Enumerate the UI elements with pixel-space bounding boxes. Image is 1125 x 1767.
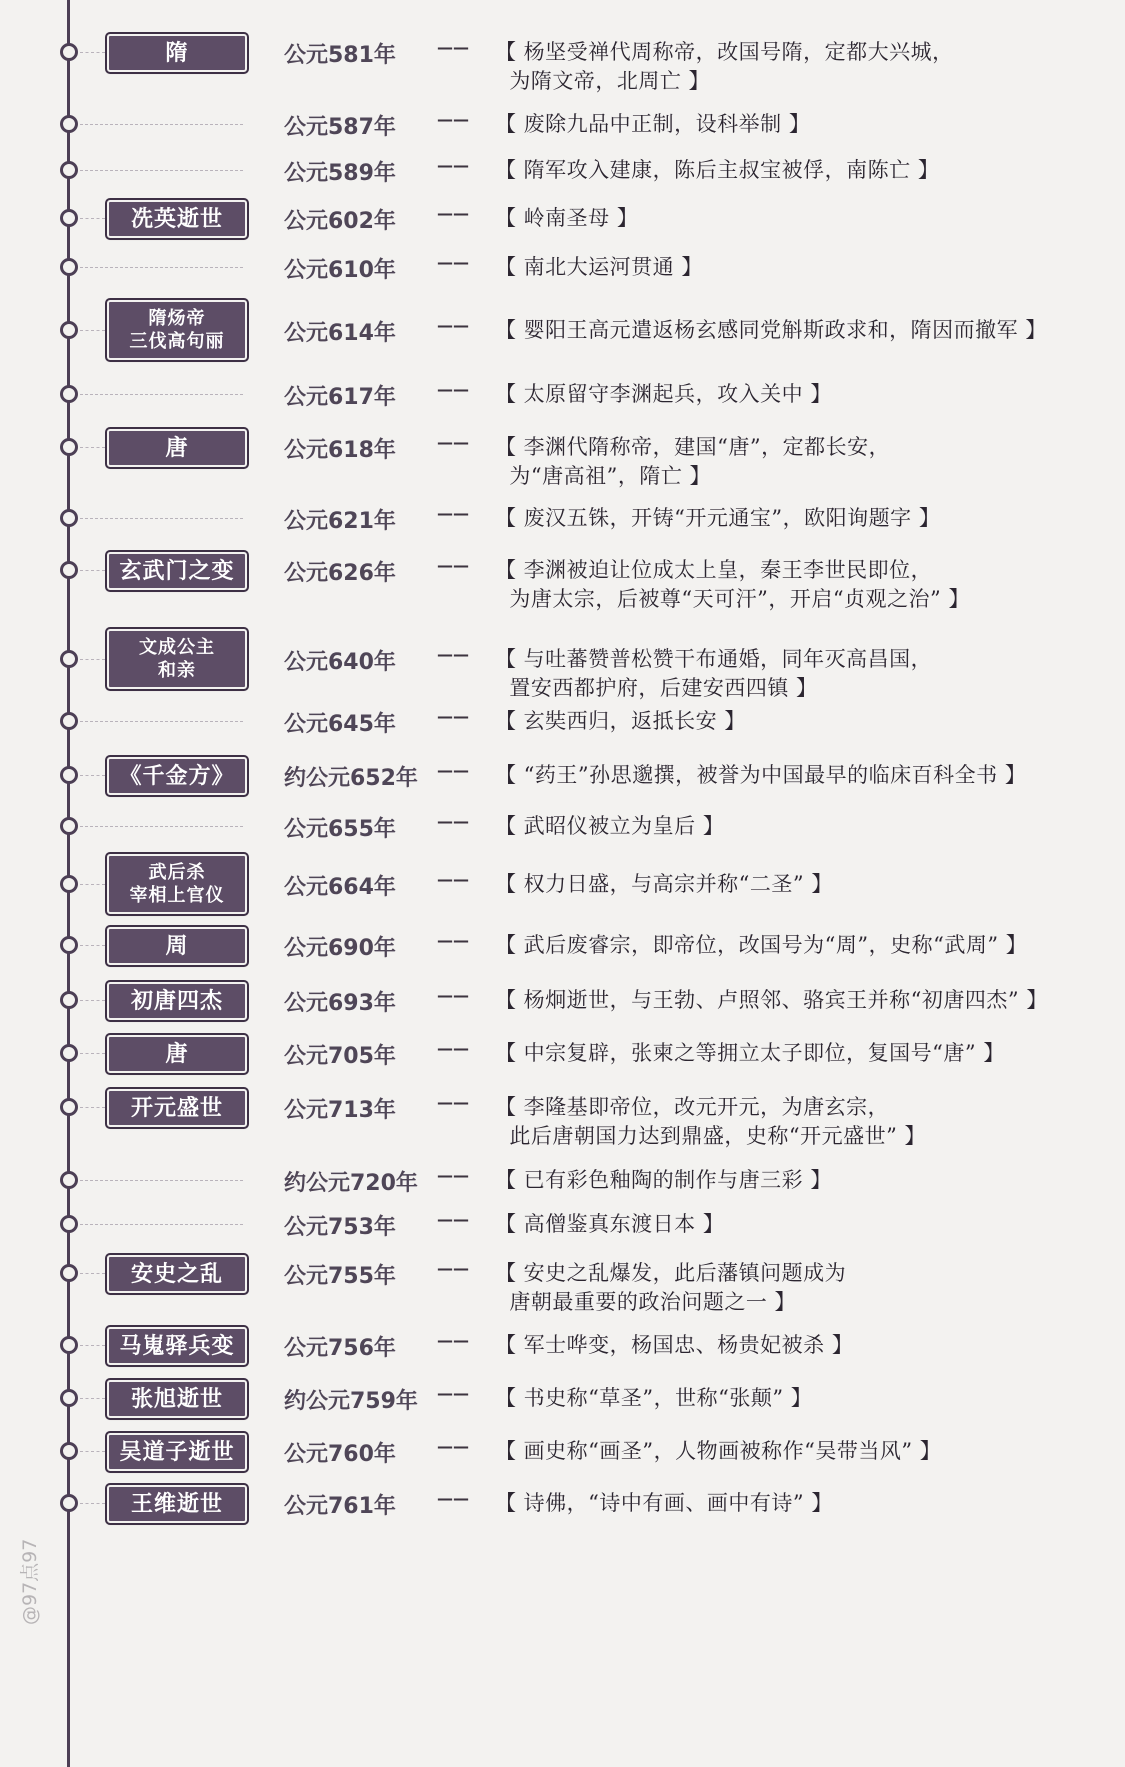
event-description: 【 杨坚受禅代周称帝，改国号隋，定都大兴城， 为隋文帝，北周亡 】	[495, 40, 954, 93]
event-label-text: 武后杀 宰相上官仪	[129, 861, 225, 906]
timeline-node-icon	[60, 1098, 78, 1116]
dashed-connector	[80, 1180, 243, 1181]
timeline-node-icon	[60, 321, 78, 339]
timeline-node-icon	[60, 1389, 78, 1407]
event-year: 约公元720年	[284, 1171, 418, 1196]
event-year: 公元618年	[284, 438, 396, 463]
timeline-node-icon	[60, 161, 78, 179]
event-year: 约公元759年	[284, 1389, 418, 1414]
event-label-text: 周	[165, 932, 189, 959]
event-label-text: 安史之乱	[130, 1260, 223, 1287]
event-year: 公元664年	[284, 875, 396, 900]
dashed-connector	[80, 826, 243, 827]
separator-dash: ——	[437, 1166, 469, 1185]
event-description: 【 “药王”孙思邈撰，被誉为中国最早的临床百科全书 】	[495, 763, 1027, 787]
event-description: 【 权力日盛，与高宗并称“二圣” 】	[495, 872, 833, 896]
event-description: 【 李渊代隋称帝，建国“唐”，定都长安， 为“唐高祖”，隋亡 】	[495, 435, 891, 488]
event-label-badge	[107, 1380, 247, 1418]
timeline-node-icon	[60, 1264, 78, 1282]
event-description: 【 高僧鉴真东渡日本 】	[495, 1212, 725, 1236]
timeline-node-icon	[60, 1442, 78, 1460]
separator-dash: ——	[437, 204, 469, 223]
event-label-badge	[107, 629, 247, 689]
event-label-text: 玄武门之变	[119, 557, 235, 584]
event-year: 公元693年	[284, 991, 396, 1016]
event-description: 【 杨炯逝世，与王勃、卢照邻、骆宾王并称“初唐四杰” 】	[495, 988, 1048, 1012]
dashed-connector	[80, 1000, 105, 1001]
event-description: 【 婴阳王高元遣返杨玄感同党斛斯政求和，隋因而撤军 】	[495, 318, 1047, 342]
event-label-text: 隋炀帝 三伐高句丽	[129, 307, 225, 352]
timeline-node-icon	[60, 1215, 78, 1233]
event-year: 公元581年	[284, 43, 396, 68]
separator-dash: ——	[437, 380, 469, 399]
dashed-connector	[80, 52, 105, 53]
dashed-connector	[80, 267, 243, 268]
timeline-node-icon	[60, 438, 78, 456]
timeline-node-icon	[60, 258, 78, 276]
event-description: 【 诗佛，“诗中有画、画中有诗” 】	[495, 1491, 833, 1515]
event-label-text: 隋	[165, 39, 189, 66]
event-label-badge	[107, 927, 247, 965]
event-description: 【 安史之乱爆发，此后藩镇问题成为 唐朝最重要的政治问题之一 】	[495, 1261, 847, 1314]
separator-dash: ——	[437, 1331, 469, 1350]
event-label-badge	[107, 552, 247, 590]
event-year: 公元761年	[284, 1494, 396, 1519]
event-label-badge	[107, 300, 247, 360]
dashed-connector	[80, 1503, 105, 1504]
event-year: 公元626年	[284, 561, 396, 586]
event-description: 【 太原留守李渊起兵，攻入关中 】	[495, 382, 832, 406]
event-year: 公元617年	[284, 385, 396, 410]
event-label-text: 唐	[165, 434, 189, 461]
event-label-badge	[107, 1255, 247, 1293]
event-description: 【 南北大运河贯通 】	[495, 255, 703, 279]
separator-dash: ——	[437, 812, 469, 831]
timeline-node-icon	[60, 650, 78, 668]
dashed-connector	[80, 218, 105, 219]
dashed-connector	[80, 124, 243, 125]
separator-dash: ——	[437, 556, 469, 575]
event-label-badge	[107, 34, 247, 72]
separator-dash: ——	[437, 986, 469, 1005]
event-year: 公元705年	[284, 1044, 396, 1069]
event-label-text: 开元盛世	[130, 1094, 223, 1121]
dashed-connector	[80, 1053, 105, 1054]
separator-dash: ——	[437, 707, 469, 726]
timeline-node-icon	[60, 875, 78, 893]
timeline-node-icon	[60, 385, 78, 403]
separator-dash: ——	[437, 1210, 469, 1229]
event-description: 【 废汉五铢，开铸“开元通宝”，欧阳询题字 】	[495, 506, 941, 530]
event-label-badge	[107, 200, 247, 238]
dashed-connector	[80, 1345, 105, 1346]
event-year: 公元610年	[284, 258, 396, 283]
separator-dash: ——	[437, 761, 469, 780]
event-description: 【 军士哗变，杨国忠、杨贵妃被杀 】	[495, 1333, 854, 1357]
event-description: 【 武后废睿宗，即帝位，改国号为“周”，史称“武周” 】	[495, 933, 1028, 957]
event-label-badge	[107, 1433, 247, 1471]
event-label-badge	[107, 854, 247, 914]
timeline-node-icon	[60, 991, 78, 1009]
event-label-badge	[107, 1327, 247, 1365]
separator-dash: ——	[437, 433, 469, 452]
event-year: 公元640年	[284, 650, 396, 675]
separator-dash: ——	[437, 1437, 469, 1456]
event-label-text: 初唐四杰	[130, 987, 223, 1014]
event-label-badge	[107, 1035, 247, 1073]
timeline-node-icon	[60, 1171, 78, 1189]
event-label-text: 马嵬驿兵变	[119, 1332, 235, 1359]
event-description: 【 玄奘西归，返抵长安 】	[495, 709, 746, 733]
event-year: 公元760年	[284, 1442, 396, 1467]
separator-dash: ——	[437, 1489, 469, 1508]
dashed-connector	[80, 775, 105, 776]
event-label-text: 文成公主 和亲	[139, 636, 215, 681]
timeline-node-icon	[60, 509, 78, 527]
event-year: 公元756年	[284, 1336, 396, 1361]
timeline-node-icon	[60, 1044, 78, 1062]
dashed-connector	[80, 330, 105, 331]
dashed-connector	[80, 721, 243, 722]
event-label-badge	[107, 757, 247, 795]
event-year: 公元713年	[284, 1098, 396, 1123]
event-year: 公元753年	[284, 1215, 396, 1240]
dashed-connector	[80, 1107, 105, 1108]
dashed-connector	[80, 659, 105, 660]
separator-dash: ——	[437, 156, 469, 175]
event-description: 【 废除九品中正制，设科举制 】	[495, 112, 811, 136]
event-year: 公元690年	[284, 936, 396, 961]
event-year: 公元589年	[284, 161, 396, 186]
separator-dash: ——	[437, 1259, 469, 1278]
dashed-connector	[80, 447, 105, 448]
dashed-connector	[80, 1398, 105, 1399]
event-description: 【 武昭仪被立为皇后 】	[495, 814, 725, 838]
timeline-node-icon	[60, 43, 78, 61]
event-description: 【 已有彩色釉陶的制作与唐三彩 】	[495, 1168, 832, 1192]
event-description: 【 与吐蕃赞普松赞干布通婚，同年灭高昌国， 置安西都护府，后建安西四镇 】	[495, 647, 933, 700]
event-description: 【 岭南圣母 】	[495, 206, 639, 230]
timeline-node-icon	[60, 1336, 78, 1354]
event-year: 公元755年	[284, 1264, 396, 1289]
timeline-node-icon	[60, 561, 78, 579]
event-label-text: 《千金方》	[119, 762, 235, 789]
event-label-text: 吴道子逝世	[119, 1438, 235, 1465]
dashed-connector	[80, 945, 105, 946]
separator-dash: ——	[437, 1384, 469, 1403]
separator-dash: ——	[437, 504, 469, 523]
separator-dash: ——	[437, 1093, 469, 1112]
dashed-connector	[80, 1273, 105, 1274]
watermark: @97点97	[19, 1538, 41, 1625]
event-label-badge	[107, 1485, 247, 1523]
event-year: 公元645年	[284, 712, 396, 737]
dashed-connector	[80, 394, 243, 395]
event-description: 【 书史称“草圣”，世称“张颠” 】	[495, 1386, 813, 1410]
separator-dash: ——	[437, 110, 469, 129]
event-description: 【 画史称“画圣”，人物画被称作“吴带当风” 】	[495, 1439, 942, 1463]
event-description: 【 李隆基即帝位，改元开元，为唐玄宗， 此后唐朝国力达到鼎盛，史称“开元盛世” 】	[495, 1095, 926, 1148]
event-label-text: 王维逝世	[130, 1490, 223, 1517]
dashed-connector	[80, 570, 105, 571]
timeline-node-icon	[60, 712, 78, 730]
event-year: 公元621年	[284, 509, 396, 534]
event-year: 公元655年	[284, 817, 396, 842]
timeline-node-icon	[60, 1494, 78, 1512]
separator-dash: ——	[437, 253, 469, 272]
event-label-text: 张旭逝世	[130, 1385, 223, 1412]
dashed-connector	[80, 1451, 105, 1452]
timeline-node-icon	[60, 209, 78, 227]
event-label-badge	[107, 429, 247, 467]
separator-dash: ——	[437, 38, 469, 57]
event-label-badge	[107, 1089, 247, 1127]
separator-dash: ——	[437, 870, 469, 889]
event-year: 公元614年	[284, 321, 396, 346]
separator-dash: ——	[437, 316, 469, 335]
dashed-connector	[80, 884, 105, 885]
timeline-node-icon	[60, 766, 78, 784]
separator-dash: ——	[437, 645, 469, 664]
event-description: 【 李渊被迫让位成太上皇，秦王李世民即位， 为唐太宗，后被尊“天可汗”，开启“贞观之治” 】	[495, 558, 970, 611]
event-description: 【 中宗复辟，张柬之等拥立太子即位，复国号“唐” 】	[495, 1041, 1005, 1065]
dashed-connector	[80, 170, 243, 171]
event-year: 公元587年	[284, 115, 396, 140]
event-description: 【 隋军攻入建康，陈后主叔宝被俘，南陈亡 】	[495, 158, 940, 182]
separator-dash: ——	[437, 931, 469, 950]
event-label-badge	[107, 982, 247, 1020]
timeline-node-icon	[60, 817, 78, 835]
timeline-node-icon	[60, 115, 78, 133]
event-year: 约公元652年	[284, 766, 418, 791]
event-label-text: 唐	[165, 1040, 189, 1067]
event-label-text: 冼英逝世	[130, 205, 223, 232]
event-year: 公元602年	[284, 209, 396, 234]
separator-dash: ——	[437, 1039, 469, 1058]
dashed-connector	[80, 1224, 243, 1225]
dashed-connector	[80, 518, 243, 519]
timeline-node-icon	[60, 936, 78, 954]
